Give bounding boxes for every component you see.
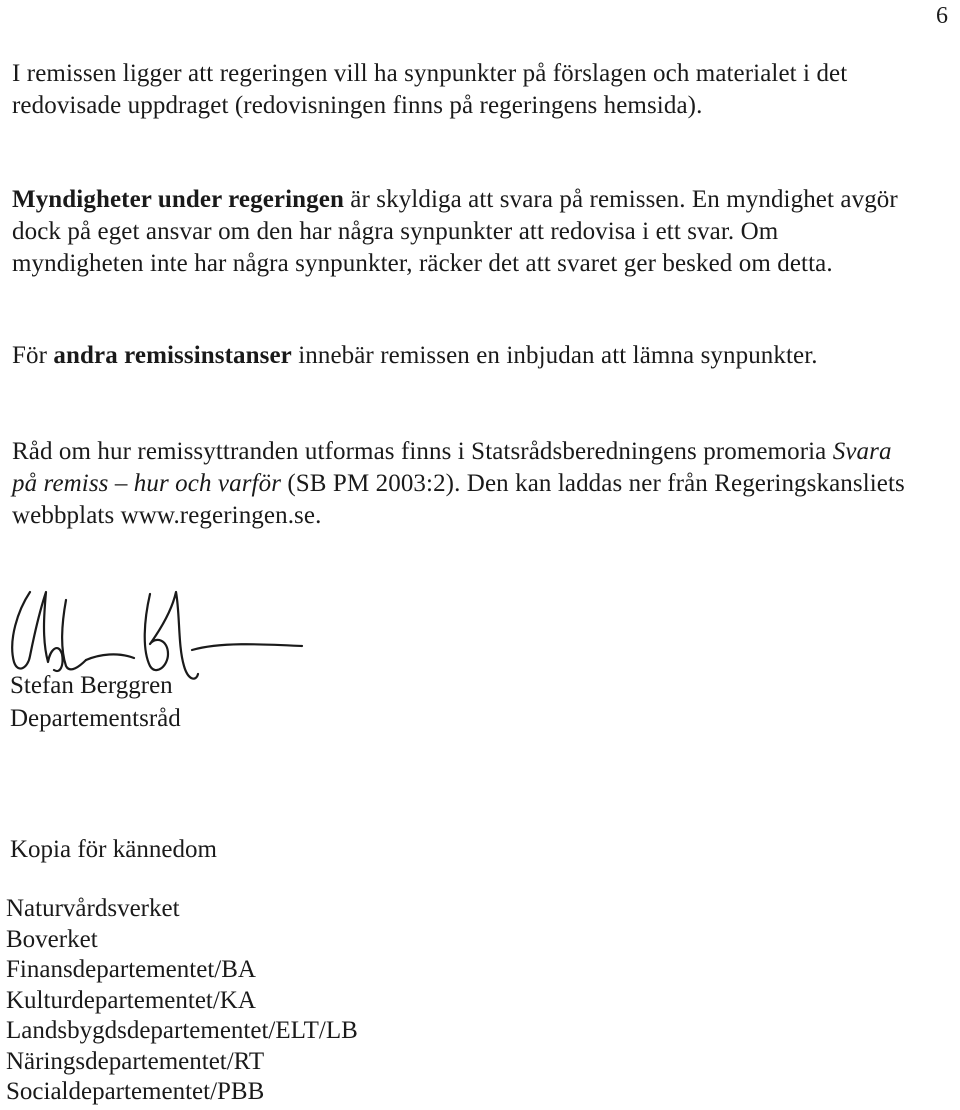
recipient-item: Kulturdepartementet/KA xyxy=(6,986,256,1014)
paragraph-andra-prefix: För xyxy=(12,342,54,369)
paragraph-myndigheter-text: är skyldiga att svara på remissen. En myndighet avgör dock på eget ansvar om den har några synpunkter att redovisa i ett svar. Om myndigheten inte har några synpunkter, räcker det att svaret ger besked om detta. xyxy=(12,186,898,277)
paragraph-myndigheter xyxy=(12,184,912,280)
recipient-item: Naturvårdsverket xyxy=(6,895,180,922)
paragraph-rad-text: (SB PM 2003:2). Den kan laddas ner från Regeringskansliets webbplats www.regeringen.se. xyxy=(12,470,905,529)
paragraph-remiss-intro: I remissen ligger att regeringen vill ha synpunkter på förslagen och materialet i det redovisade uppdraget (redovisningen finns på regeringens hemsida). xyxy=(12,60,848,119)
recipient-item: Näringsdepartementet/RT xyxy=(6,1047,265,1075)
copy-heading: Kopia för kännedom xyxy=(10,836,217,863)
bold-phrase-myndigheter: Myndigheter under regeringen xyxy=(12,186,344,213)
recipient-item: Landsbygdsdepartementet/ELT/LB xyxy=(6,1017,358,1044)
signer-name: Stefan Berggren xyxy=(10,672,173,699)
recipient-item: Finansdepartementet/BA xyxy=(6,956,256,983)
signature-underline xyxy=(192,644,302,650)
italic-publication-title: Svara på remiss – hur och varför xyxy=(12,438,892,497)
recipient-item: Socialdepartementet/PBB xyxy=(6,1078,265,1105)
signature-stroke-l xyxy=(62,600,86,669)
paragraph-andra-remissinstanser xyxy=(12,340,912,372)
signature-stroke-e xyxy=(86,654,134,660)
signature-stroke-second xyxy=(145,592,198,679)
paragraph-rad-prefix: Råd om hur remissyttranden utformas finns i Statsrådsberedningens promemoria xyxy=(12,438,833,465)
recipient-list xyxy=(6,894,358,1108)
paragraph-andra-text: innebär remissen en inbjudan att lämna synpunkter. xyxy=(291,342,818,369)
page-number: 6 xyxy=(936,3,948,29)
signer-title: Departementsråd xyxy=(10,705,181,732)
signature-stroke-first xyxy=(12,592,62,671)
paragraph-rad-om-remissyttranden xyxy=(12,436,912,532)
bold-phrase-andra-remissinstanser: andra remissinstanser xyxy=(53,342,292,369)
recipient-item: Boverket xyxy=(6,925,98,953)
